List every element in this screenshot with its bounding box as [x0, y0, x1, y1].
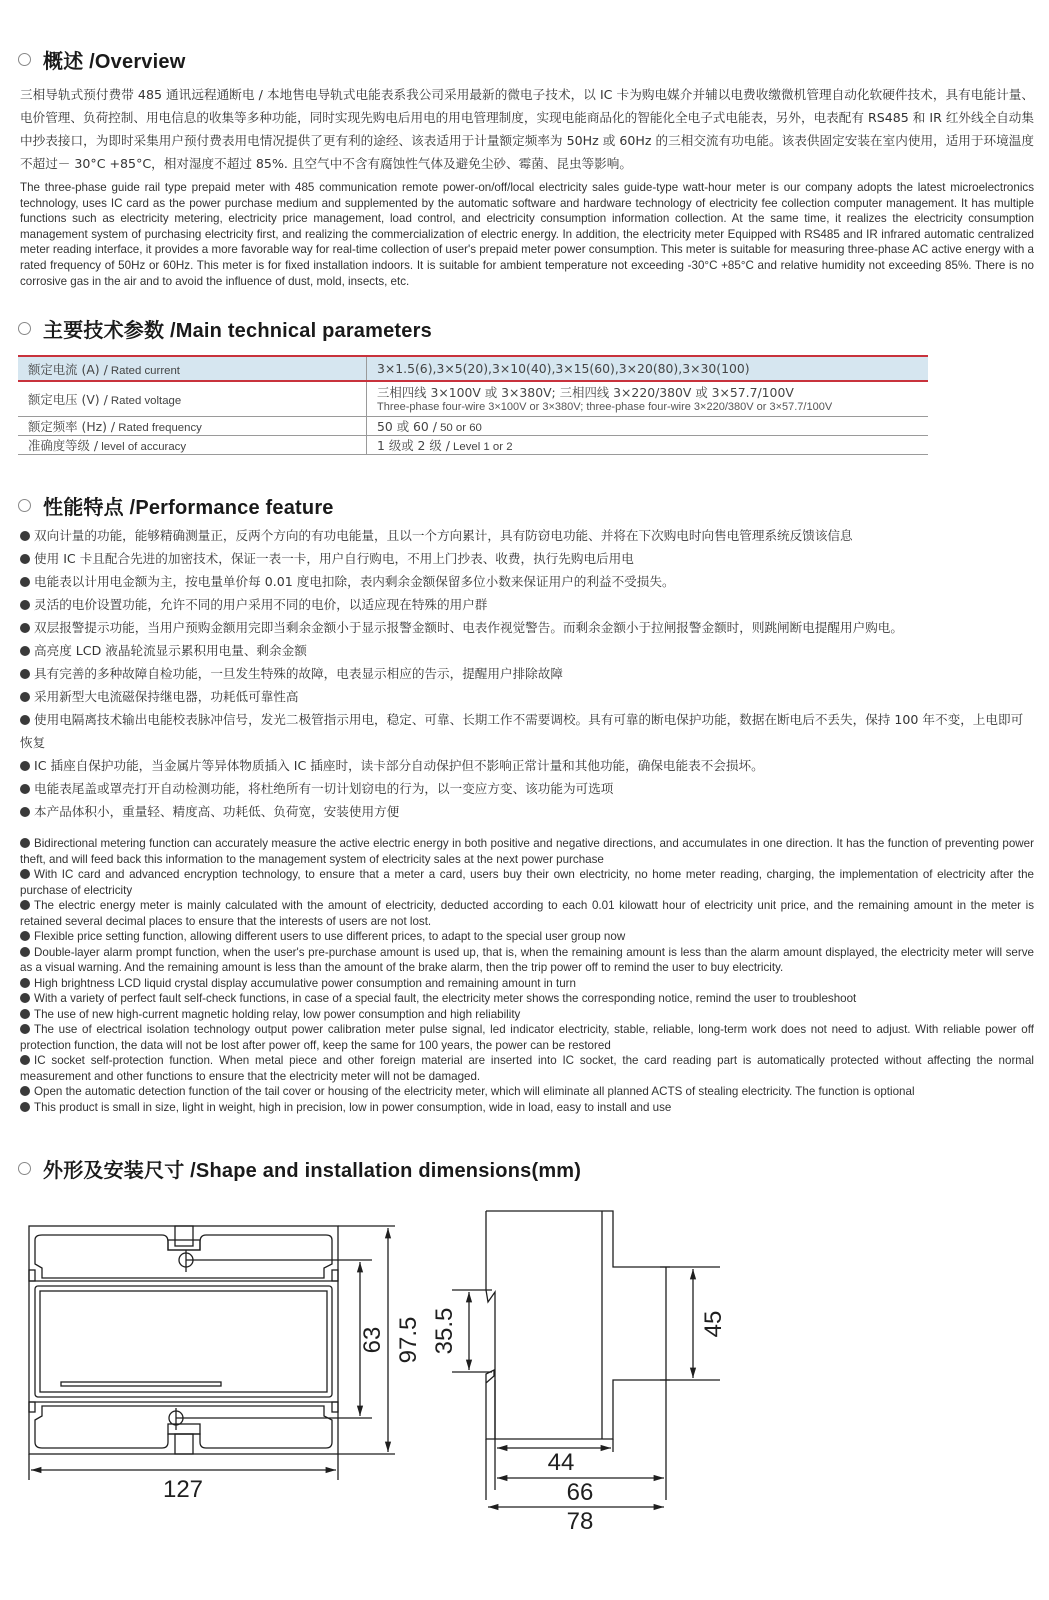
list-item-text: 使用电隔离技术输出电能校表脉冲信号，发光二极管指示用电，稳定、可靠、长期工作不需要调校。具有可靠的断电保护功能，数据在断电后不丢失，保持 100 年不变，上电即可恢复	[20, 712, 1024, 750]
bullet-icon	[20, 838, 30, 848]
list-item-text: This product is small in size, light in weight, high in precision, low in power consumption, wide in load, easy to install and use	[34, 1100, 672, 1114]
param-value: 三相四线 3×100V 或 3×380V; 三相四线 3×220/380V 或 3×57.7/100V Three-phase four-wire 3×100V or 3×380V; three-phase four-wire 3×220/380V or 3×57.7/100V	[367, 381, 929, 417]
list-item-text: The use of electrical isolation technology output power calibration meter pulse signal, led indicator electricity, stable, reliable, long-term work does not need to adjust. With reliable power off protection function, the data will not be lost after power off, keep the same for 100 years, the power can be restored	[20, 1023, 1034, 1052]
list-item	[20, 1022, 1034, 1053]
list-item-text: Double-layer alarm prompt function, when the user's pre-purchase amount is used up, that is, when the remaining amount is less than the alarm amount displayed, the electricity meter will serve as a visual warning. And the remaining amount is less than the amount of the brake alarm, then the trip power off to remind the user to buy electricity.	[20, 945, 1034, 974]
parameters-title: 主要技术参数 /Main technical parameters	[43, 320, 432, 342]
bullet-icon	[20, 869, 30, 879]
bullet-icon	[20, 900, 30, 910]
bullet-icon	[20, 947, 30, 957]
bullet-icon	[20, 577, 30, 587]
list-item	[20, 777, 1034, 800]
bullet-icon	[20, 623, 30, 633]
bullet-icon	[20, 761, 30, 771]
list-item-text: 电能表尾盖或罩壳打开自动检测功能，将杜绝所有一切计划窃电的行为，以一变应方变、该功能为可选项	[34, 781, 614, 796]
bullet-icon	[20, 554, 30, 564]
dimension-drawing	[0, 1190, 1049, 1600]
overview-en-text: The three-phase guide rail type prepaid meter with 485 communication remote power-on/off/local electricity sales guide-type watt-hour meter is our company adopts the latest microelectronics technology, uses IC card as the power purchase medium and supplemented by the automatic software and hardware technology of electricity fee collection computer management. It has multiple functions such as electricity metering, electricity price management, load control, and electricity consumption information collection. At the same time, it realizes the electricity consumption management system of purchasing electricity first, and realizing the commercialization of electric energy. In addition, the electricity meter Equipped with RS485 and IR infrared automatic centralized meter reading interface, it provides a more favorable way for real-time collection of user's prepaid meter power consumption. This meter is suitable for measuring three-phase AC active energy with a rated frequency of 50Hz or 60Hz. This meter is for fixed installation indoors. It is suitable for ambient temperature not exceeding -30°C +85°C and relative humidity not exceeding 85%. There is no corrosive gas in the air and to avoid the influence of dust, mold, insects, etc.	[20, 181, 1034, 288]
bullet-icon	[20, 669, 30, 679]
list-item	[20, 570, 1034, 593]
bullet-icon	[20, 784, 30, 794]
list-item-text: Bidirectional metering function can accurately measure the active electric energy in both positive and negative directions, and accumulates in one direction. It has the function of preventing power theft, and will feed back this information to the management system of electricity sales at the next power purchase	[20, 837, 1034, 866]
bullet-icon	[20, 646, 30, 656]
list-item	[20, 991, 1034, 1007]
circle-icon	[18, 499, 31, 512]
mount-spacing-label: 63	[359, 1326, 386, 1354]
param-label: 额定频率 (Hz) / Rated frequency	[18, 417, 367, 436]
table-row	[18, 417, 928, 436]
list-item-text: High brightness LCD liquid crystal display accumulative power consumption and remaining amount in turn	[34, 976, 576, 990]
list-item	[20, 800, 1034, 823]
list-item-text: IC 插座自保护功能，当金属片等异体物质插入 IC 插座时，读卡部分自动保护但不影响正常计量和其他功能，确保电能表不会损坏。	[34, 758, 764, 773]
parameters-table	[18, 355, 928, 455]
list-item-text: 双向计量的功能，能够精确测量正，反两个方向的有功电能量，且以一个方向累计，具有防窃电功能、并将在下次购电时向售电管理系统反馈该信息	[34, 528, 853, 543]
list-item-text: 电能表以计用电金额为主，按电量单价每 0.01 度电扣除，表内剩余金额保留多位小数来保证用户的利益不受损失。	[34, 574, 675, 589]
overview-heading	[18, 45, 185, 74]
list-item	[20, 929, 1034, 945]
param-label: 准确度等级 / level of accuracy	[18, 436, 367, 455]
list-item	[20, 547, 1034, 570]
performance-en-list	[20, 836, 1034, 1115]
bullet-icon	[20, 600, 30, 610]
list-item	[20, 708, 1034, 754]
dimensions-heading	[18, 1154, 581, 1183]
bullet-icon	[20, 531, 30, 541]
list-item-text: 灵活的电价设置功能，允许不同的用户采用不同的电价，以适应现在特殊的用户群	[34, 597, 488, 612]
list-item	[20, 524, 1034, 547]
param-value: 3×1.5(6),3×5(20),3×10(40),3×15(60),3×20(80),3×30(100)	[367, 356, 929, 381]
list-item-text: With IC card and advanced encryption technology, to ensure that a meter a card, users buy their own electricity, no home meter reading, charging, the implementation of electricity after the purchase of electricity	[20, 868, 1034, 897]
depth-78-label: 78	[566, 1508, 594, 1535]
depth-44-label: 44	[547, 1449, 575, 1476]
param-label: 额定电流 (A) / Rated current	[18, 356, 367, 381]
bullet-icon	[20, 1102, 30, 1112]
list-item	[20, 836, 1034, 867]
param-label: 额定电压 (V) / Rated voltage	[18, 381, 367, 417]
bullet-icon	[20, 978, 30, 988]
table-row	[18, 356, 928, 381]
overview-title: 概述 /Overview	[43, 51, 186, 73]
bullet-icon	[20, 1055, 30, 1065]
list-item-text: 高亮度 LCD 液晶轮流显示累积用电量、剩余金额	[34, 643, 307, 658]
dimensions-title: 外形及安装尺寸 /Shape and installation dimensions(mm)	[43, 1160, 582, 1182]
list-item	[20, 616, 1034, 639]
bullet-icon	[20, 1086, 30, 1096]
list-item	[20, 639, 1034, 662]
list-item-text: 本产品体积小，重量轻、精度高、功耗低、负荷宽，安装使用方便	[34, 804, 400, 819]
list-item-text: With a variety of perfect fault self-check functions, in case of a special fault, the electricity meter shows the corresponding notice, remind the user to troubleshoot	[34, 992, 857, 1005]
bullet-icon	[20, 931, 30, 941]
list-item-text: 具有完善的多种故障自检功能，一旦发生特殊的故障，电表显示相应的告示，提醒用户排除故障	[34, 666, 563, 681]
side-front-height-label: 45	[700, 1310, 727, 1338]
front-view	[29, 1226, 395, 1480]
table-row	[18, 381, 928, 417]
bullet-icon	[20, 692, 30, 702]
list-item	[20, 976, 1034, 992]
depth-66-label: 66	[566, 1479, 594, 1506]
table-row	[18, 436, 928, 455]
list-item-text: IC socket self-protection function. When metal piece and other foreign material are inserted into IC socket, the card reading part is automatically protected without affecting the normal measurement and other functions to ensure that the electricity meter will not be damaged.	[20, 1054, 1034, 1083]
list-item-text: 双层报警提示功能，当用户预购金额用完即当剩余金额小于显示报警金额时、电表作视觉警告。而剩余金额小于拉闸报警金额时，则跳闸断电提醒用户购电。	[34, 620, 903, 635]
overview-cn-text: 三相导轨式预付费带 485 通讯远程通断电 / 本地售电导轨式电能表系我公司采用最新的微电子技术，以 IC 卡为购电媒介并辅以电费收缴微机管理自动化软硬件技术，具有电能计量、电价管理、负荷控制、用电信息的收集等多种功能，同时实现先购电后用电的用电管理制度，实现电能商品化的智能化全电子式电能表，另外，电表配有 RS485 和 IR 红外线全自动集中抄表接口，为即时采集用户预付费表用电情况提供了更有利的途经、该表适用于计量额定频率为 50Hz 或 60Hz 的三相交流有功电能。该表供固定安装在室内使用，适用于环境温度不超过－ 30°C +85°C，相对湿度不超过 85%. 且空气中不含有腐蚀性气体及避免尘砂、霉菌、昆虫等影响。	[20, 87, 1034, 171]
param-value: 50 或 60 / 50 or 60	[367, 417, 929, 436]
performance-heading	[18, 491, 334, 520]
rail-height-label: 35.5	[431, 1307, 458, 1355]
bullet-icon	[20, 1009, 30, 1019]
front-width-label: 127	[162, 1476, 204, 1503]
bullet-icon	[20, 1024, 30, 1034]
list-item	[20, 685, 1034, 708]
circle-icon	[18, 322, 31, 335]
circle-icon	[18, 53, 31, 66]
list-item	[20, 1100, 1034, 1116]
parameters-heading	[18, 314, 432, 343]
list-item	[20, 593, 1034, 616]
side-view	[452, 1211, 720, 1507]
bullet-icon	[20, 993, 30, 1003]
list-item	[20, 945, 1034, 976]
list-item-text: 使用 IC 卡且配合先进的加密技术，保证一表一卡，用户自行购电，不用上门抄表、收费，执行先购电后用电	[34, 551, 634, 566]
list-item	[20, 1084, 1034, 1100]
list-item	[20, 867, 1034, 898]
list-item	[20, 898, 1034, 929]
list-item	[20, 1053, 1034, 1084]
list-item-text: The electric energy meter is mainly calculated with the amount of electricity, deducted according to each 0.01 kilowatt hour of electricity unit price, and the remaining amount in the meter is retained several decimal places to ensure that the interests of users are not lost.	[20, 899, 1034, 928]
front-height-label: 97.5	[395, 1316, 422, 1364]
list-item	[20, 662, 1034, 685]
list-item-text: The use of new high-current magnetic holding relay, low power consumption and high reliability	[34, 1007, 521, 1021]
performance-cn-list	[20, 524, 1034, 823]
list-item	[20, 754, 1034, 777]
bullet-icon	[20, 807, 30, 817]
param-value: 1 级或 2 级 / Level 1 or 2	[367, 436, 929, 455]
list-item-text: Flexible price setting function, allowing different users to use different prices, to adapt to the special user group now	[34, 930, 626, 943]
list-item	[20, 1007, 1034, 1023]
performance-title: 性能特点 /Performance feature	[43, 497, 334, 519]
circle-icon	[18, 1162, 31, 1175]
bullet-icon	[20, 715, 30, 725]
list-item-text: Open the automatic detection function of the tail cover or housing of the electricity meter, which will eliminate all planned ACTS of stealing electricity. The function is optional	[34, 1085, 915, 1098]
list-item-text: 采用新型大电流磁保持继电器，功耗低可靠性高	[34, 689, 299, 704]
